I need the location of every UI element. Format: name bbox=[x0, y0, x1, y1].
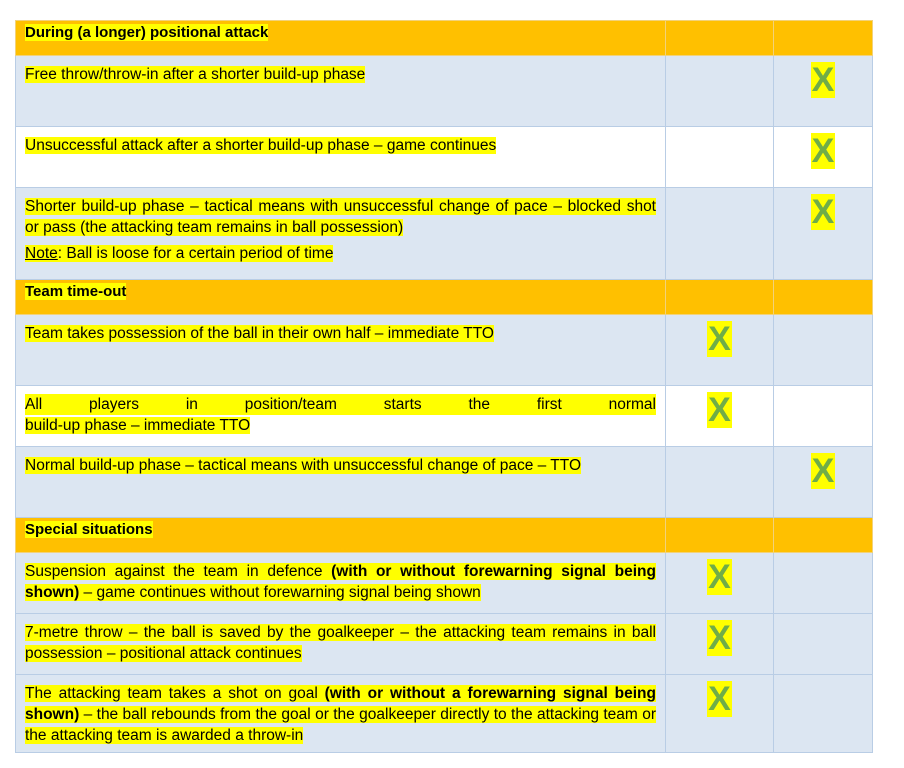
word: first bbox=[536, 396, 562, 413]
row-text-part: – game continues without forewarning signal being shown bbox=[79, 584, 481, 601]
section-header-row bbox=[16, 21, 873, 56]
section-title: During (a longer) positional attack bbox=[25, 24, 269, 41]
row-text-line bbox=[25, 394, 656, 415]
row-text: Unsuccessful attack after a shorter build-up phase – game continues bbox=[25, 137, 497, 154]
note-text: : Ball is loose for a certain period of time bbox=[57, 245, 334, 262]
section-title: Special situations bbox=[25, 521, 153, 538]
word: position/team bbox=[244, 396, 337, 413]
situations-table bbox=[15, 20, 873, 753]
row-text bbox=[25, 563, 656, 601]
word: players bbox=[89, 396, 140, 413]
check-mark: X bbox=[708, 391, 731, 429]
row-text: Shorter build-up phase – tactical means with unsuccessful change of pace – blocked shot or pass (the attacking team remains in ball possession) bbox=[25, 198, 656, 236]
row-text-bold: (with or without a forewarning signal being shown) bbox=[25, 685, 656, 723]
row-text: build-up phase – immediate TTO bbox=[25, 417, 251, 434]
table-row bbox=[16, 553, 873, 614]
table-row bbox=[16, 614, 873, 675]
check-mark: X bbox=[708, 558, 731, 596]
check-mark: X bbox=[811, 452, 835, 490]
row-text-part: Suspension against the team in defence bbox=[25, 563, 332, 580]
section-header-row bbox=[16, 280, 873, 315]
row-text-bold: (with or without forewarning signal being shown) bbox=[25, 563, 656, 601]
row-text: Team takes possession of the ball in their own half – immediate TTO bbox=[25, 325, 494, 342]
table-row bbox=[16, 56, 873, 127]
table-row bbox=[16, 675, 873, 753]
row-text bbox=[25, 685, 656, 744]
check-mark: X bbox=[708, 619, 731, 657]
check-mark: X bbox=[708, 680, 731, 718]
table-row bbox=[16, 386, 873, 447]
table-row bbox=[16, 127, 873, 188]
check-mark: X bbox=[811, 132, 835, 170]
word: the bbox=[468, 396, 491, 413]
row-text-part: – the ball rebounds from the goal or the goalkeeper directly to the attacking team or the attacking team is awarded a throw-in bbox=[25, 706, 656, 744]
word: normal bbox=[608, 396, 656, 413]
note-label: Note bbox=[25, 245, 58, 262]
word: All bbox=[25, 396, 43, 413]
section-header-row bbox=[16, 518, 873, 553]
check-mark: X bbox=[811, 61, 835, 99]
word: in bbox=[185, 396, 198, 413]
section-title: Team time-out bbox=[25, 283, 127, 300]
row-text-part: The attacking team takes a shot on goal bbox=[25, 685, 325, 702]
table-row bbox=[16, 447, 873, 518]
word: starts bbox=[383, 396, 422, 413]
table-row bbox=[16, 315, 873, 386]
row-text: Free throw/throw-in after a shorter build-up phase bbox=[25, 66, 366, 83]
check-mark: X bbox=[708, 320, 731, 358]
row-text: Normal build-up phase – tactical means with unsuccessful change of pace – TTO bbox=[25, 457, 582, 474]
table-row bbox=[16, 188, 873, 280]
row-text: 7-metre throw – the ball is saved by the goalkeeper – the attacking team remains in ball possession – positional attack continues bbox=[25, 624, 656, 662]
check-mark: X bbox=[811, 193, 835, 231]
